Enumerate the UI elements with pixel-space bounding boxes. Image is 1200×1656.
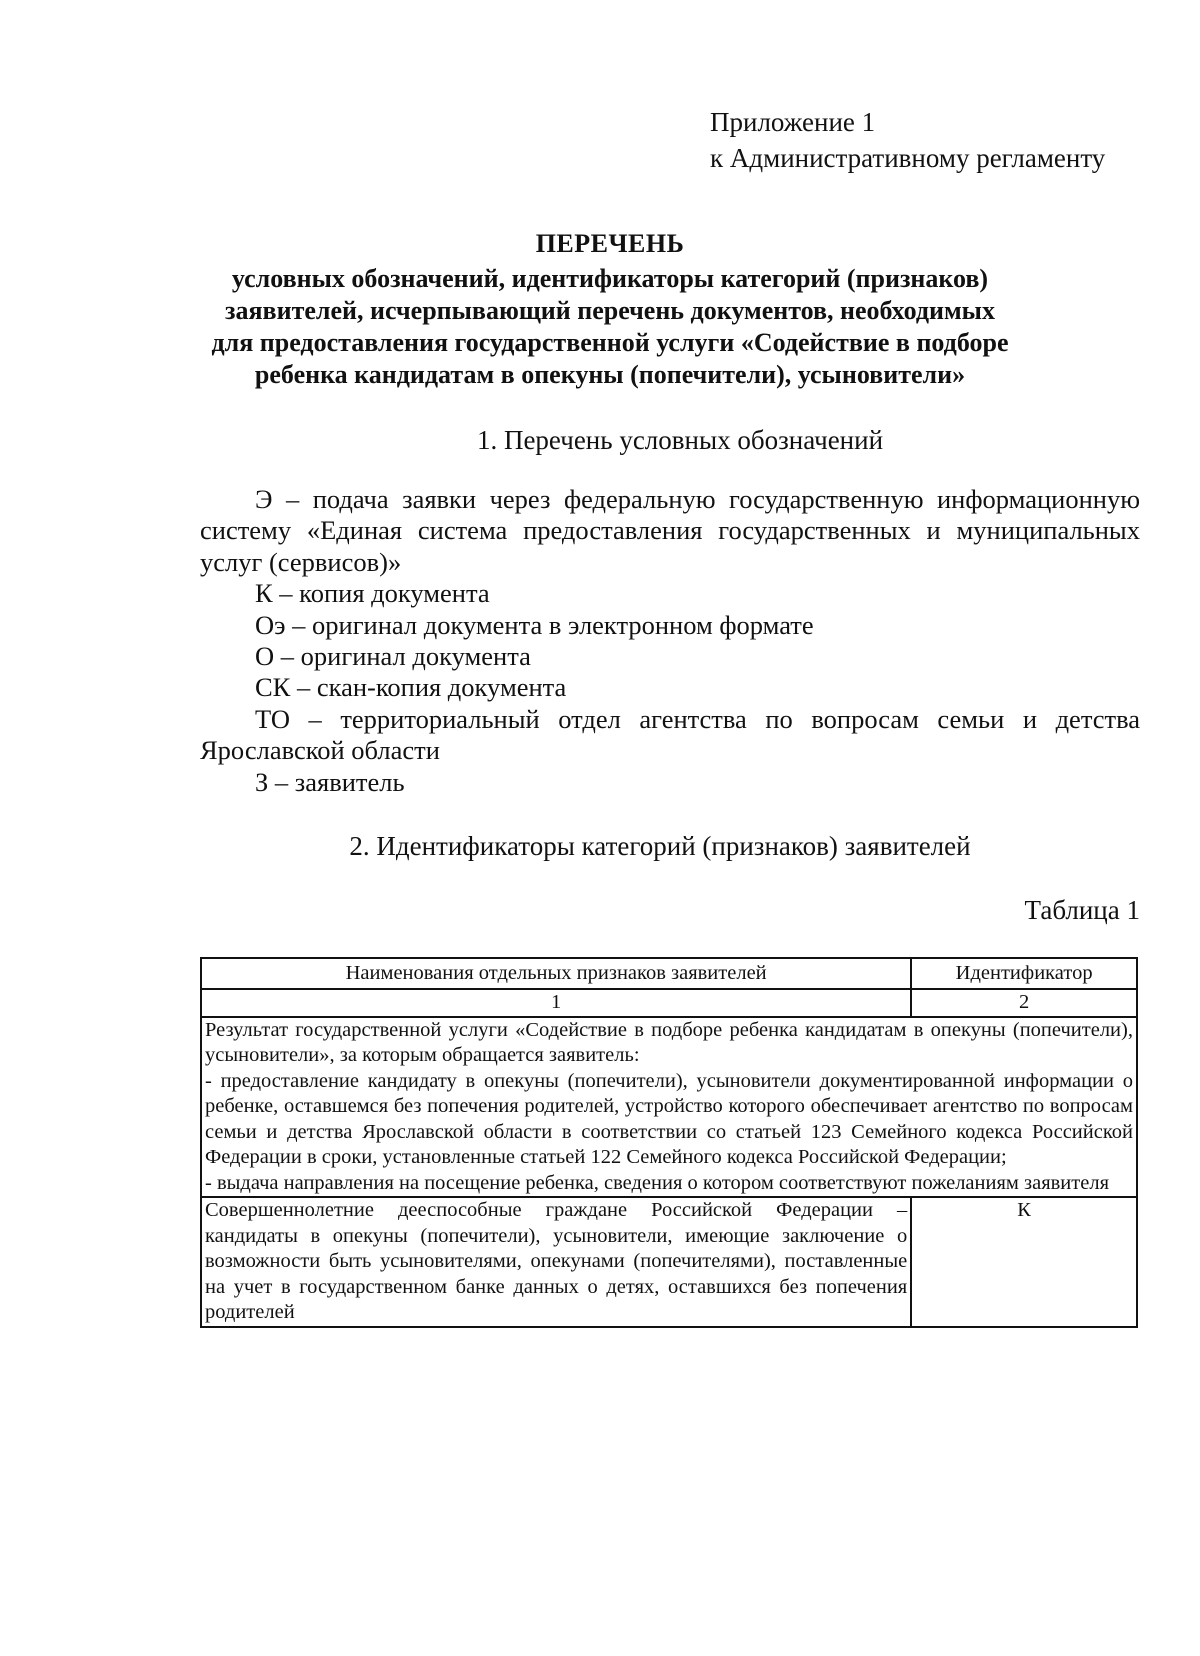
result-item: - предоставление кандидату в опекуны (попечители), усыновители документированной информации о ребенке, оставшемся без попечения родителей, устройство которого обеспечивает агентство по вопросам семьи и детства Ярославской области в соответствии со статьей 123 Семейного кодекса Российской Федерации в сроки, установленные статьей 122 Семейного кодекса Российской Федерации;	[205, 1069, 1133, 1168]
document-title	[160, 228, 1060, 391]
title-line: условных обозначений, идентификаторы категорий (признаков)	[231, 264, 989, 293]
applicant-categories-table	[200, 957, 1138, 1328]
legend-item-sk: СК – скан-копия документа	[255, 672, 567, 703]
title-line: заявителей, исчерпывающий перечень документов, необходимых	[225, 296, 995, 325]
legend-item-z: З – заявитель	[255, 766, 405, 797]
column-number: 2	[911, 989, 1137, 1017]
header-cell-identifier: Идентификатор	[911, 958, 1137, 989]
table-caption: Таблица 1	[1024, 895, 1140, 925]
legend-item-oe: Оэ – оригинал документа в электронном формате	[255, 609, 814, 640]
legend-item-e: Э – подача заявки через федеральную государственную информационную систему «Единая система предоставления государственных и муниципальных услуг (сервисов)»	[200, 484, 1140, 577]
result-intro: Результат государственной услуги «Содействие в подборе ребенка кандидатам в опекуны (попечители), усыновители», за которым обращается заявитель:	[205, 1018, 1133, 1066]
result-row	[201, 1017, 1137, 1198]
identifier-cell: К	[911, 1197, 1137, 1327]
legend-item-o: О – оригинал документа	[255, 641, 531, 672]
result-item: - выдача направления на посещение ребенка, сведения о котором соответствуют пожеланиям заявителя	[205, 1171, 1109, 1194]
title-line: ребенка кандидатам в опекуны (попечители), усыновители»	[254, 360, 966, 389]
title-line: для предоставления государственной услуги «Содействие в подборе	[211, 328, 1009, 357]
appendix-line-1: Приложение 1	[710, 107, 876, 137]
appendix-note	[710, 104, 1105, 176]
legend-item-k: К – копия документа	[255, 578, 490, 609]
criterion-cell: Совершеннолетние дееспособные граждане Российской Федерации – кандидаты в опекуны (попечители), усыновители, имеющие заключение о возможности быть усыновителями, опекунами (попечителями), поставленные на учет в государственном банке данных о детях, оставшихся без попечения родителей	[201, 1197, 911, 1327]
column-number: 1	[201, 989, 911, 1017]
header-cell-criteria: Наименования отдельных признаков заявителей	[201, 958, 911, 989]
legend-list	[200, 484, 1140, 798]
appendix-line-2: к Административному регламенту	[710, 143, 1106, 173]
result-cell	[201, 1017, 1137, 1198]
title-heading: ПЕРЕЧЕНЬ	[535, 229, 685, 258]
table-number-row	[201, 989, 1137, 1017]
legend-item-to: ТО – территориальный отдел агентства по вопросам семьи и детства Ярославской области	[200, 703, 1140, 766]
table-header-row	[201, 958, 1137, 989]
table-row	[201, 1197, 1137, 1327]
section-2-heading: 2. Идентификаторы категорий (признаков) заявителей	[349, 831, 971, 861]
section-1-heading: 1. Перечень условных обозначений	[476, 425, 884, 455]
